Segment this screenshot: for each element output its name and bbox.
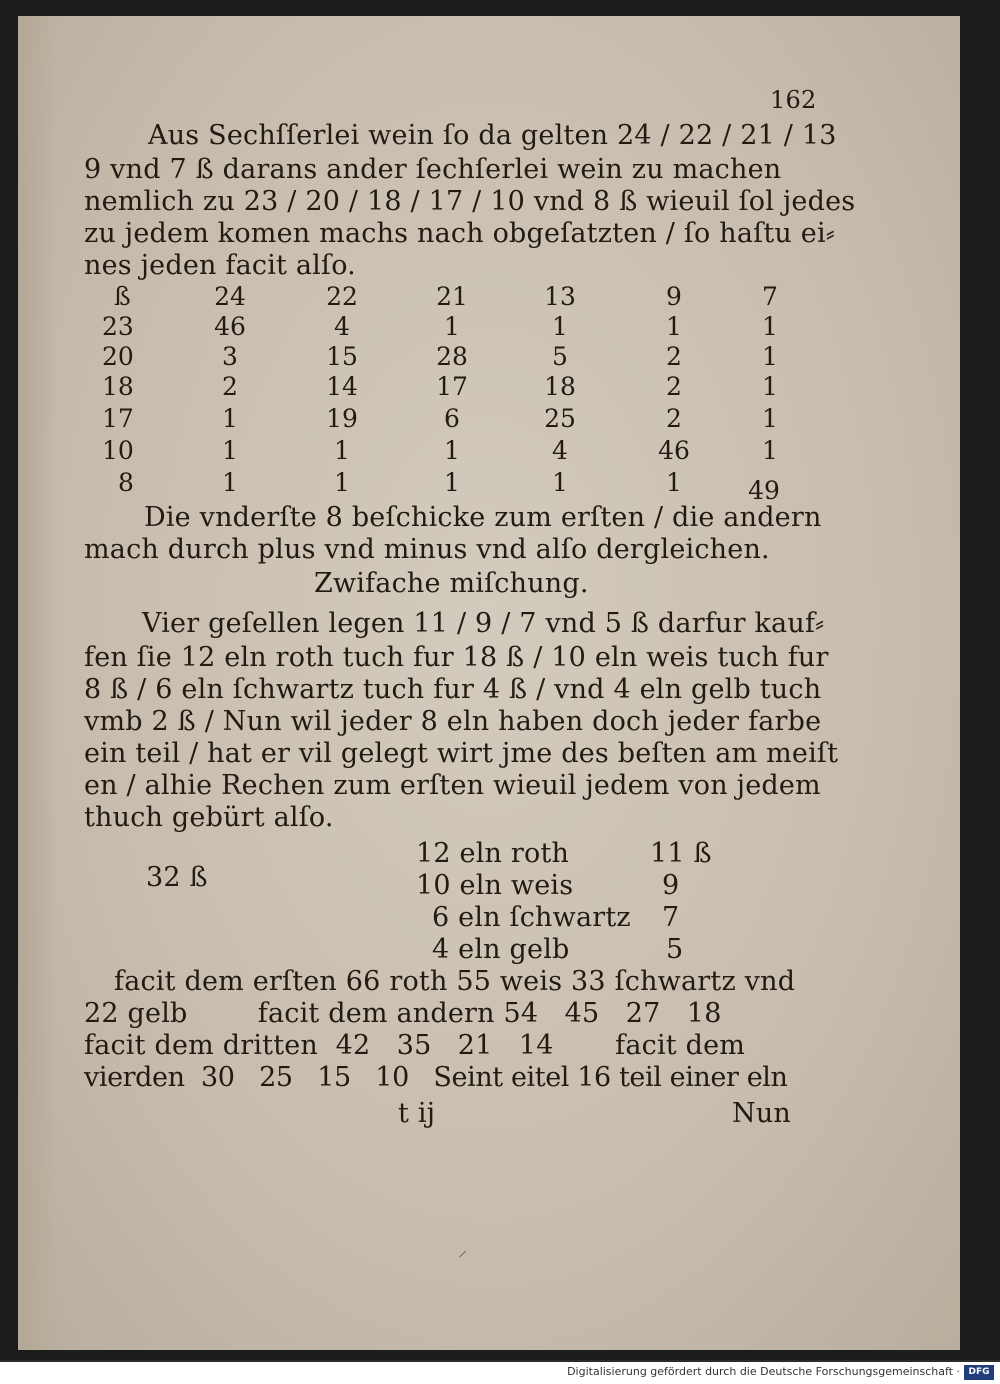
table2-item-label: 10 eln weis [416, 870, 574, 901]
para1-line-5: nes jeden facit alſo. [84, 250, 356, 281]
para4-line-1: facit dem erſten 66 roth 55 weis 33 ſchwartz vnd [114, 966, 796, 997]
table1-cell: 1 [552, 312, 568, 341]
para2-line-1: Die vnderſte 8 beſchicke zum erſten / die andern [144, 502, 822, 533]
page-number: 162 [770, 86, 817, 114]
section-heading: Zwifache miſchung. [314, 568, 589, 599]
footer-credit: Digitalisierung gefördert durch die Deutsche Forschungsgemeinschaft · [567, 1365, 960, 1378]
table1-header-4: 13 [544, 282, 576, 311]
table1-cell: 14 [326, 372, 358, 401]
para3-line-2: fen ſie 12 eln roth tuch fur 18 ß / 10 eln weis tuch fur [84, 642, 829, 673]
table1-cell: 5 [552, 342, 568, 371]
table1-row-label: 20 [102, 342, 134, 371]
table1-cell: 4 [334, 312, 350, 341]
table1-cell: 2 [666, 372, 682, 401]
para4-line-3: facit dem dritten 42 35 21 14 facit dem [84, 1030, 746, 1061]
table1-cell: 1 [334, 436, 350, 465]
table1-header-2: 22 [326, 282, 358, 311]
para2-line-2: mach durch plus vnd minus vnd alſo dergleichen. [84, 534, 770, 565]
para3-line-6: en / alhie Rechen zum erſten wieuil jedem von jedem [84, 770, 821, 801]
table1-row-label: 10 [102, 436, 134, 465]
para4-line-2: 22 gelb facit dem andern 54 45 27 18 [84, 998, 722, 1029]
dfg-logo-icon: DFG [964, 1365, 994, 1380]
table1-cell: 1 [762, 404, 778, 433]
table1-cell: 1 [222, 404, 238, 433]
table1-cell: 1 [444, 468, 460, 497]
table1-row-label: 23 [102, 312, 134, 341]
table1-cell: 49 [748, 476, 780, 505]
table2-item-label: 6 eln ſchwartz [432, 902, 631, 933]
table1-cell: 46 [214, 312, 246, 341]
book-page [18, 16, 960, 1350]
table1-cell: 25 [544, 404, 576, 433]
table2-total: 32 ß [146, 862, 208, 893]
table1-cell: 17 [436, 372, 468, 401]
table1-header-5: 9 [666, 282, 682, 311]
table1-cell: 1 [666, 468, 682, 497]
para3-line-3: 8 ß / 6 eln ſchwartz tuch fur 4 ß / vnd 4 eln gelb tuch [84, 674, 822, 705]
table1-header-0: ß [114, 282, 131, 311]
ink-speck: ⸝ [458, 1240, 467, 1261]
table1-cell: 1 [762, 342, 778, 371]
signature-mark: t ij [398, 1098, 436, 1129]
table1-cell: 4 [552, 436, 568, 465]
table1-cell: 1 [552, 468, 568, 497]
table1-header-1: 24 [214, 282, 246, 311]
table1-cell: 1 [222, 468, 238, 497]
table2-item-value: 7 [662, 902, 680, 933]
table1-cell: 2 [222, 372, 238, 401]
table1-cell: 46 [658, 436, 690, 465]
table1-cell: 1 [222, 436, 238, 465]
table1-cell: 1 [444, 312, 460, 341]
para3-line-5: ein teil / hat er vil gelegt wirt jme des beſten am meiſt [84, 738, 839, 769]
para1-line-4: zu jedem komen machs nach obgeſatzten / ſo haſtu ei⸗ [84, 218, 835, 249]
para3-line-4: vmb 2 ß / Nun wil jeder 8 eln haben doch jeder farbe [84, 706, 822, 737]
table1-cell: 19 [326, 404, 358, 433]
para1-line-1: Aus Sechſſerlei wein ſo da gelten 24 / 22 / 21 / 13 [148, 120, 837, 151]
table1-cell: 15 [326, 342, 358, 371]
table1-cell: 1 [334, 468, 350, 497]
page-gutter-shadow [18, 16, 58, 1350]
table2-item-value: 9 [662, 870, 680, 901]
para4-line-4: vierden 30 25 15 10 Seint eitel 16 teil einer eln [84, 1062, 788, 1093]
table1-cell: 6 [444, 404, 460, 433]
table1-cell: 3 [222, 342, 238, 371]
table1-cell: 1 [444, 436, 460, 465]
table1-cell: 1 [762, 436, 778, 465]
catchword: Nun [732, 1098, 792, 1129]
para1-line-3: nemlich zu 23 / 20 / 18 / 17 / 10 vnd 8 ß wieuil ſol jedes [84, 186, 856, 217]
table1-cell: 2 [666, 404, 682, 433]
table2-item-label: 4 eln gelb [432, 934, 570, 965]
para3-line-1: Vier geſellen legen 11 / 9 / 7 vnd 5 ß darfur kauf⸗ [142, 608, 825, 639]
table2-item-value: 11 ß [650, 838, 712, 869]
table1-row-label: 8 [118, 468, 134, 497]
para3-line-7: thuch gebürt alſo. [84, 802, 334, 833]
table1-cell: 1 [762, 372, 778, 401]
table2-item-value: 5 [666, 934, 684, 965]
table1-row-label: 17 [102, 404, 134, 433]
table1-row-label: 18 [102, 372, 134, 401]
table1-cell: 2 [666, 342, 682, 371]
table1-cell: 1 [762, 312, 778, 341]
table1-header-3: 21 [436, 282, 468, 311]
table1-cell: 28 [436, 342, 468, 371]
table1-header-6: 7 [762, 282, 778, 311]
table1-cell: 18 [544, 372, 576, 401]
table1-cell: 1 [666, 312, 682, 341]
footer-bar [0, 1362, 1000, 1384]
table2-item-label: 12 eln roth [416, 838, 570, 869]
para1-line-2: 9 vnd 7 ß darans ander ſechſerlei wein zu machen [84, 154, 782, 185]
